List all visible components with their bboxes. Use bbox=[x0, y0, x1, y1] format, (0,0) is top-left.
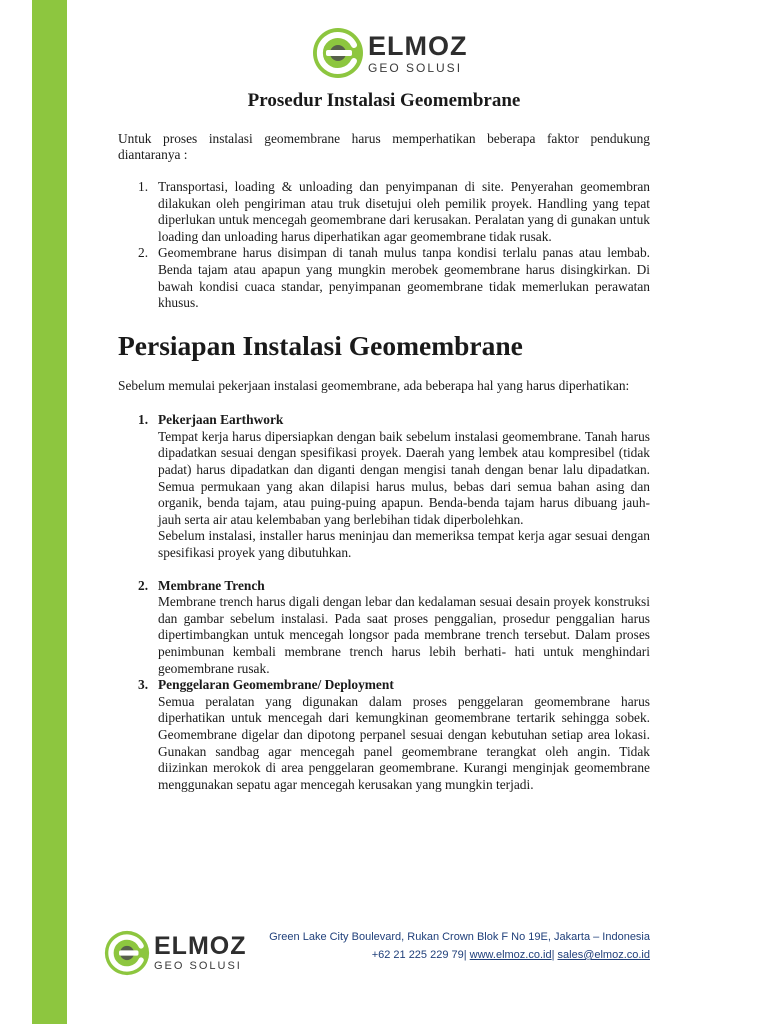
side-accent-bar bbox=[32, 0, 67, 1024]
document-title: Prosedur Instalasi Geomembrane bbox=[247, 90, 521, 111]
elmoz-logo-icon bbox=[104, 930, 150, 976]
footer-contact bbox=[269, 928, 650, 964]
factor-list bbox=[118, 179, 650, 312]
logo-brand-subtitle: GEO SOLUSI bbox=[368, 60, 463, 75]
footer-logo bbox=[104, 930, 247, 976]
step-item bbox=[118, 677, 650, 793]
step-paragraph: Sebelum instalasi, installer harus meninjau dan memeriksa tempat kerja agar sesuai dengan spesifikasi proyek yang dibutuhkan. bbox=[158, 528, 650, 561]
logo-brand-name: ELMOZ bbox=[368, 30, 468, 61]
step-title: Pekerjaan Earthwork bbox=[158, 412, 284, 428]
step-paragraph: Tempat kerja harus dipersiapkan dengan baik sebelum instalasi geomembrane. Tanah harus dipadatkan sesuai dengan spesifikasi proyek. Daerah yang lembek atau kompresibel (tidak padat) harus dipadatkan dan diganti dengan mengisi tanah dengan benar lalu dipadatkan. Semua permukaan yang akan dilapisi harus mulus, bebas dari semua bahan asing dan organik, benda tajam, atau puing-puing apapun. Benda-benda tajam harus dibuang jauh-jauh serta air atau kelembaban yang berlebihan tidak diperbolehkan. bbox=[158, 428, 650, 527]
step-list bbox=[118, 412, 650, 793]
footer-address: Green Lake City Boulevard, Rukan Crown Blok F No 19E, Jakarta – Indonesia bbox=[269, 931, 650, 943]
step-item bbox=[118, 578, 650, 678]
step-paragraph: Semua peralatan yang digunakan dalam proses penggelaran geomembrane harus diperhatikan untuk mencegah dari kemungkinan geomembrane tertarik sehingga sobek. Geomembrane digelar dan dipotong perpanel sesuai dengan kebutuhan setiap area lokasi. Gunakan sandbag agar mencegah panel geomembrane terangkat oleh angin. Tidak diizinkan merokok di area penggelaran geomembrane. Kurangi menginjak geomembrane menggunakan sepatu agar mencegah kerusakan yang mungkin terjadi. bbox=[158, 693, 650, 792]
logo-brand-subtitle: GEO SOLUSI bbox=[154, 960, 242, 972]
step-item bbox=[118, 412, 650, 561]
footer-website-link[interactable]: www.elmoz.co.id bbox=[469, 949, 552, 961]
step-title: Penggelaran Geomembrane/ Deployment bbox=[158, 677, 394, 693]
elmoz-logo-icon bbox=[312, 27, 364, 79]
logo-brand-name: ELMOZ bbox=[154, 932, 247, 960]
footer-email-link[interactable]: sales@elmoz.co.id bbox=[557, 949, 650, 961]
footer-contact-line bbox=[269, 946, 650, 964]
factor-text: Geomembrane harus disimpan di tanah mulus tanpa kondisi terlalu panas atau lembab. Benda tajam atau apapun yang mungkin merobek geomembrane harus disingkirkan. Di bawah kondisi cuaca standar, penyimpanan geomembrane tidak memerlukan perawatan khusus. bbox=[158, 245, 650, 311]
step-title: Membrane Trench bbox=[158, 577, 265, 593]
document-body bbox=[118, 89, 650, 793]
step-number: 1. bbox=[138, 412, 149, 428]
factor-number: 1. bbox=[138, 178, 149, 194]
factor-item bbox=[118, 245, 650, 311]
section-heading: Persiapan Instalasi Geomembrane bbox=[118, 329, 523, 361]
factor-item bbox=[118, 179, 650, 245]
footer-separator: | bbox=[551, 949, 555, 961]
section-intro: Sebelum memulai pekerjaan instalasi geomembrane, ada beberapa hal yang harus diperhatikan: bbox=[118, 377, 630, 393]
step-paragraph: Membrane trench harus digali dengan lebar dan kedalaman sesuai desain proyek konstruksi dan gambar sebelum instalasi. Pada saat proses penggalian, prosedur penggalian harus dipertimbangkan untuk mencegah longsor pada membrane trench tersebut. Dalam proses penimbunan kembali membrane trench harus lebih berhati- hati untuk menghindari geomembrane rusak. bbox=[158, 594, 650, 676]
footer-separator: | bbox=[463, 949, 467, 961]
footer-phone: +62 21 225 229 79 bbox=[371, 949, 464, 961]
step-number: 3. bbox=[138, 677, 149, 693]
factor-number: 2. bbox=[138, 245, 149, 261]
intro-paragraph: Untuk proses instalasi geomembrane harus memperhatikan beberapa faktor pendukung diantaranya : bbox=[118, 130, 650, 163]
factor-text: Transportasi, loading & unloading dan penyimpanan di site. Penyerahan geomembran dilakukan oleh pengiriman atau truk disetujui oleh pemilik proyek. Handling yang tepat diperlukan untuk mencegah geomembrane dari kerusakan. Peralatan yang di gunakan untuk loading dan unloading harus diperhatikan agar geomembrane tidak rusak. bbox=[158, 178, 650, 244]
header-logo bbox=[312, 27, 468, 79]
step-number: 2. bbox=[138, 577, 149, 593]
